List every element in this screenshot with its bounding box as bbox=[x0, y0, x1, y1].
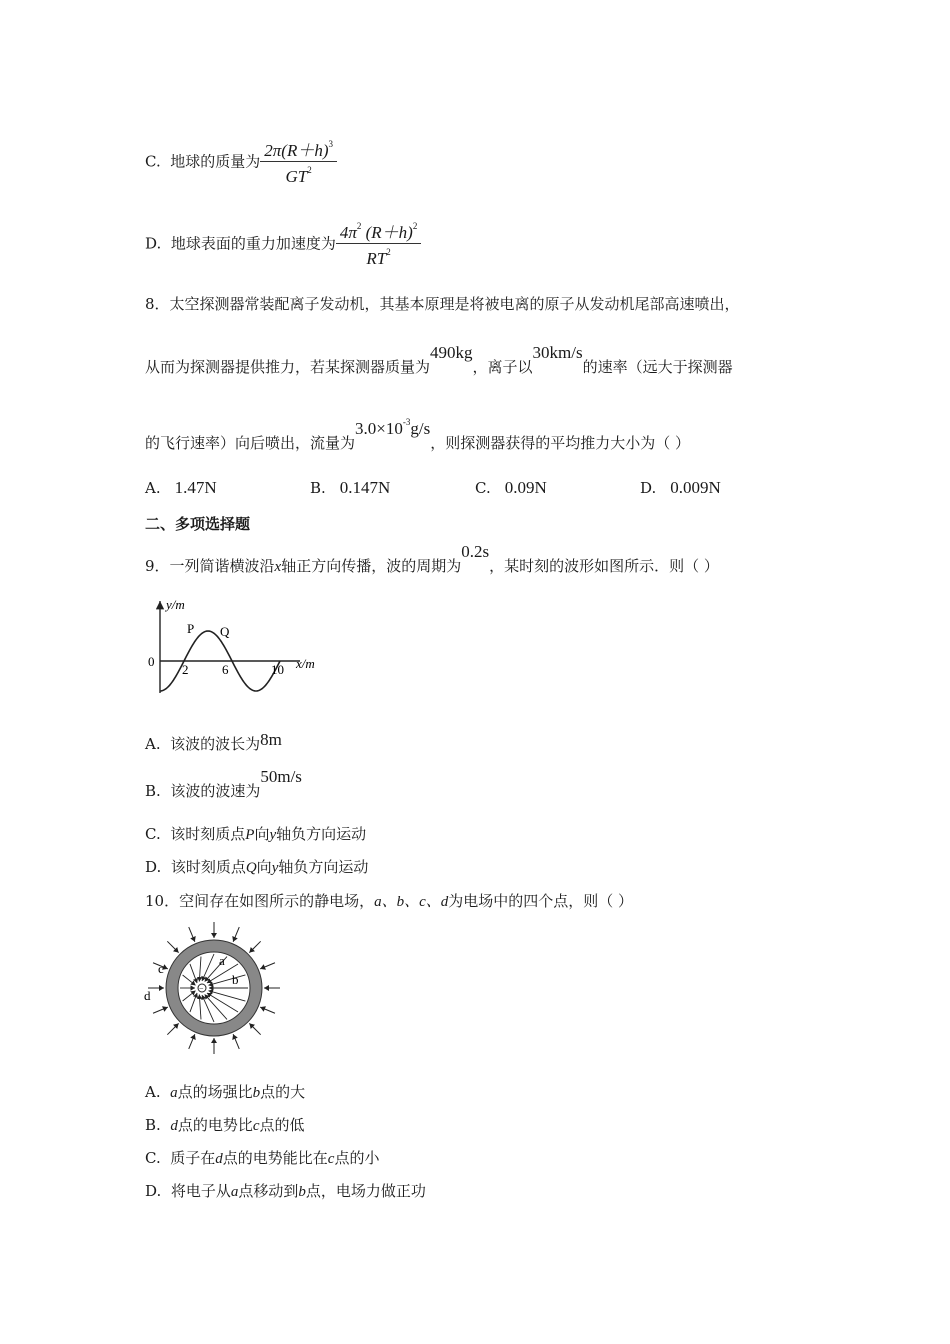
q9-option-a: A. 该波的波长为8m bbox=[145, 730, 282, 753]
field-line-outer bbox=[249, 1023, 260, 1034]
field-line-inner bbox=[202, 995, 214, 1022]
field-line-inner bbox=[183, 991, 196, 1001]
q7-c-fraction: $\frac{2\pi(R+h)^3}{GT^2}$ bbox=[260, 140, 337, 185]
field-line-outer bbox=[153, 1007, 168, 1013]
q10-stem: 10．空间存在如图所示的静电场，a、b、c、d为电场中的四个点，则（ ） bbox=[145, 892, 634, 910]
field-line-outer bbox=[167, 941, 178, 952]
field-line-inner bbox=[199, 994, 201, 1019]
field-figure bbox=[140, 922, 280, 1057]
point-d-label: d bbox=[144, 988, 151, 1003]
q8-option-c: C. 0.09N bbox=[475, 478, 547, 497]
point-a-label: a bbox=[219, 953, 225, 968]
y-axis-label: y/m bbox=[166, 597, 185, 612]
tick-2: 2 bbox=[182, 662, 189, 677]
origin-label: 0 bbox=[148, 654, 155, 669]
field-line-outer bbox=[260, 1007, 275, 1013]
field-line-outer bbox=[233, 1034, 239, 1049]
field-line-outer bbox=[189, 1034, 195, 1049]
q9-option-c: C. 该时刻质点P向y轴负方向运动 bbox=[145, 825, 367, 843]
field-line-inner bbox=[190, 993, 197, 1012]
field-line-inner bbox=[183, 975, 196, 985]
q10-option-b: B. d点的电势比c点的低 bbox=[145, 1116, 305, 1134]
wave-figure bbox=[140, 595, 330, 700]
q8-option-d: D. 0.009N bbox=[640, 478, 721, 497]
field-line-outer bbox=[189, 927, 195, 942]
svg-text:−: − bbox=[199, 984, 204, 993]
q10-option-d: D. 将电子从a点移动到b点，电场力做正功 bbox=[145, 1182, 426, 1200]
x-axis-label: x/m bbox=[296, 656, 315, 671]
point-b-label: b bbox=[232, 972, 239, 987]
field-line-inner bbox=[208, 991, 245, 1001]
q7-d-fraction: $\frac{4\pi^2 (R+h)^2}{RT^2}$ bbox=[336, 222, 422, 267]
section-heading: 二、多项选择题 bbox=[145, 515, 251, 533]
q8-stem-line2: 从而为探测器提供推力，若某探测器质量为490kg，离子以30km/s的速率（远大于探测器 bbox=[145, 343, 733, 376]
q8-option-b: B. 0.147N bbox=[310, 478, 391, 497]
q9-option-d: D. 该时刻质点Q向y轴负方向运动 bbox=[145, 858, 369, 876]
q9-option-b: B. 该波的波速为50m/s bbox=[145, 767, 302, 800]
q8-stem-line1: 8．太空探测器常装配离子发动机，其基本原理是将被电离的原子从发动机尾部高速喷出， bbox=[145, 295, 740, 313]
q8-option-a: A. 1.47N bbox=[145, 478, 217, 497]
q8-stem-line3: 的飞行速率）向后喷出，流量为$3.0\times 10^{-3}g/s$，则探测器获得的平均推力大小为（ ） bbox=[145, 417, 690, 452]
field-line-outer bbox=[233, 927, 239, 942]
field-line-inner bbox=[202, 954, 214, 981]
point-p-label: P bbox=[187, 621, 195, 636]
field-line-inner bbox=[208, 975, 245, 985]
q10-option-a: A. a点的场强比b点的大 bbox=[145, 1083, 306, 1101]
point-c-label: c bbox=[158, 961, 164, 976]
q7-option-c: C. 地球的质量为 $\frac{2\pi(R+h)^3}{GT^2}$ bbox=[145, 140, 337, 185]
field-line-inner bbox=[190, 964, 197, 983]
q7-option-d: D. 地球表面的重力加速度为 $\frac{4\pi^2 (R+h)^2}{RT^2}$ bbox=[145, 222, 421, 267]
tick-10: 10 bbox=[271, 662, 284, 677]
field-line-outer bbox=[249, 941, 260, 952]
point-q-label: Q bbox=[220, 624, 230, 639]
field-line-outer bbox=[167, 1023, 178, 1034]
field-line-inner bbox=[199, 957, 201, 982]
q9-stem: 9．一列简谐横波沿x轴正方向传播，波的周期为0.2s，某时刻的波形如图所示．则（ ） bbox=[145, 542, 719, 575]
tick-6: 6 bbox=[222, 662, 229, 677]
field-line-outer bbox=[260, 963, 275, 969]
q10-option-c: C. 质子在d点的电势能比在c点的小 bbox=[145, 1149, 380, 1167]
